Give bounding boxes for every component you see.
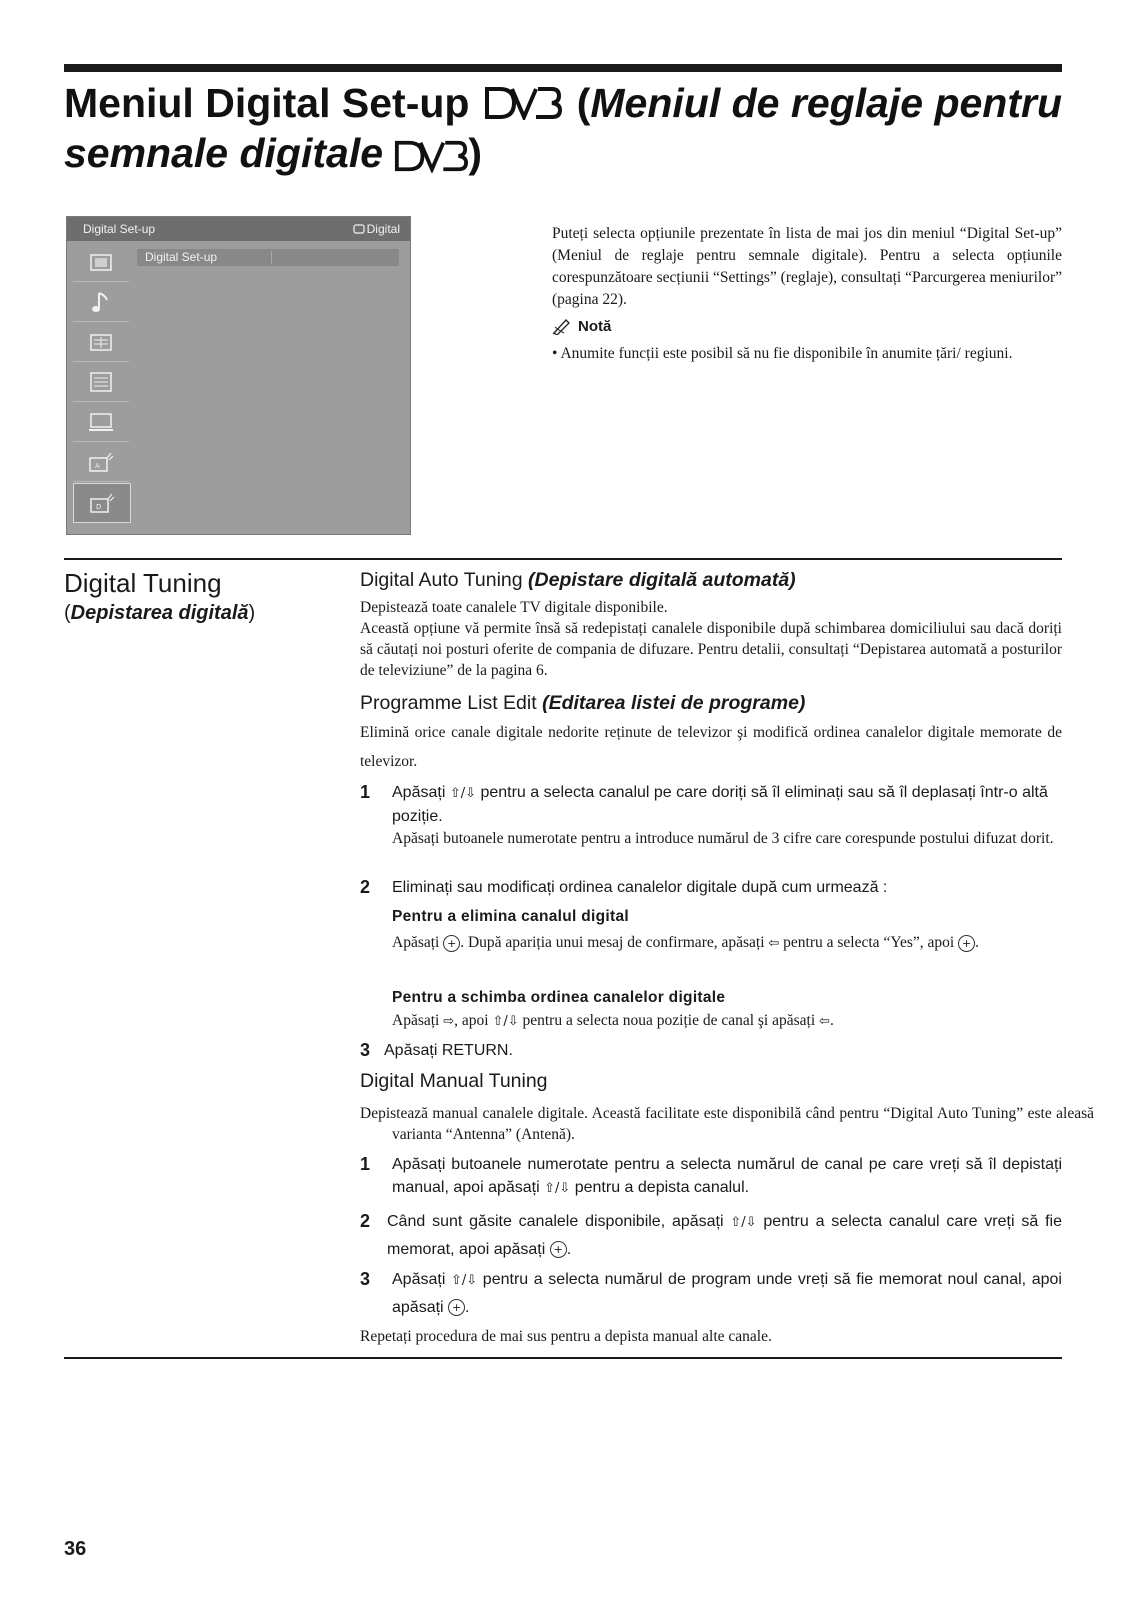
- tv-menu-title: Digital Set-up: [83, 222, 156, 236]
- s3-c: .: [465, 1299, 470, 1316]
- step-number: 3: [360, 1269, 371, 1289]
- list-edit-step-2: [360, 876, 1062, 899]
- sound-icon[interactable]: [73, 283, 129, 322]
- del-b: . După apariția unui mesaj de confirmare, apăsați: [460, 934, 765, 951]
- del-c: pentru a selecta “Yes”, apoi: [783, 934, 955, 951]
- tv-menu-header: [67, 217, 410, 241]
- section-heading: Digital Tuning: [64, 568, 222, 598]
- note-text: • Anumite funcții este posibil să nu fie disponibile în anumite țări/ regiuni.: [552, 345, 1013, 362]
- note-label: Notă: [578, 317, 612, 335]
- right-arrow-icon: ⇨: [443, 1014, 455, 1029]
- ord-a: Apăsați: [392, 1012, 440, 1029]
- ord-c: pentru a selecta noua poziție de canal şi apăsați: [522, 1012, 816, 1029]
- tv-menu-source: [353, 222, 400, 236]
- s2-a: Când sunt găsite canalele disponibile, apăsați: [387, 1213, 724, 1230]
- manual-tuning-heading: Digital Manual Tuning: [360, 1070, 548, 1092]
- top-rule: [64, 64, 1062, 72]
- ord-b: , apoi: [454, 1012, 489, 1029]
- s3-a: Apăsați: [392, 1271, 446, 1288]
- s1-b: pentru a depista canalul.: [574, 1179, 750, 1196]
- dvb-logo-icon: [484, 86, 562, 120]
- tv-source-icon: [353, 224, 365, 234]
- reorder-instructions: [392, 1011, 1062, 1032]
- list-edit-step1-note: Apăsați butoanele numerotate pentru a introduce numărul de 3 cifre care corespunde postului difuzat dorit.: [392, 830, 1054, 847]
- ok-button-icon: +: [443, 935, 460, 952]
- step-number: 3: [360, 1040, 371, 1060]
- sub-close: ): [248, 602, 256, 624]
- ord-d: .: [829, 1012, 834, 1029]
- s2-c: .: [566, 1241, 572, 1258]
- title-italic-2: semnale digitale: [64, 130, 384, 176]
- tv-source-label: Digital: [366, 222, 400, 236]
- ok-button-icon: +: [550, 1241, 567, 1258]
- step1-text-b: pentru a selecta canalul pe care doriți să îl eliminați sau să îl deplasați într-o altă poziție.: [392, 784, 1048, 825]
- s1-a: Apăsați butoanele numerotate pentru a selecta numărul de canal pe care vreți să îl depistați manual, apoi apăsați: [392, 1156, 1062, 1196]
- tv-menu-screenshot: [66, 216, 411, 535]
- note-heading: [552, 317, 611, 335]
- step-number: 2: [360, 877, 371, 897]
- section-subheading: [64, 602, 255, 625]
- bottom-rule: [64, 1357, 1062, 1359]
- up-down-arrow-icon: ⇧/⇩: [449, 786, 476, 801]
- tv-menu-icon-column: [69, 243, 131, 531]
- list-edit-title: Programme List Edit: [360, 692, 537, 714]
- tv-menu-selected-item[interactable]: [137, 249, 399, 266]
- auto-tuning-line1: Depistează toate canalele TV digitale disponibile.: [360, 599, 668, 616]
- title-open: (: [576, 80, 591, 126]
- list-edit-intro: Elimină orice canale digitale nedorite reținute de televizor şi modifică ordinea canalelor digitale memorate de televizor.: [360, 724, 1062, 770]
- list-edit-heading: [360, 692, 805, 715]
- step-number: 1: [360, 1154, 371, 1174]
- step3-text: Apăsați RETURN.: [384, 1042, 513, 1059]
- sub-italic: Depistarea digitală: [70, 602, 249, 624]
- del-a: Apăsați: [392, 934, 440, 951]
- up-down-arrow-icon: ⇧/⇩: [451, 1273, 478, 1288]
- step2-text: Eliminați sau modificați ordinea canalelor digitale după cum urmează :: [392, 879, 888, 896]
- sub-open: (: [64, 602, 71, 624]
- features-icon[interactable]: [73, 323, 129, 362]
- step-number: 2: [360, 1211, 371, 1231]
- svg-text:A: A: [95, 462, 100, 470]
- step-number: 1: [360, 782, 371, 802]
- list-edit-step-1: [360, 781, 1062, 828]
- title-close: ): [468, 130, 483, 176]
- analog-setup-icon[interactable]: [73, 443, 129, 482]
- delete-subheading: Pentru a elimina canalul digital: [392, 908, 629, 925]
- auto-tuning-title: Digital Auto Tuning: [360, 569, 523, 591]
- left-arrow-icon: ⇦: [768, 936, 780, 951]
- up-down-arrow-icon: ⇧/⇩: [730, 1215, 757, 1230]
- auto-tuning-line2: Această opțiune vă permite însă să redepistați canalele disponibile după schimbarea domiciliului sau dacă doriți să căutați noi posturi oferite de compania de difuzare. Pentru detalii, consultați “Depistarea automată a posturilor de televiziune” de la pagina 6.: [360, 620, 1062, 679]
- dvb-logo-icon: [394, 139, 468, 173]
- ok-button-icon: +: [448, 1299, 465, 1316]
- list-edit-title-italic: (Editarea listei de programe): [542, 692, 806, 714]
- up-down-arrow-icon: ⇧/⇩: [544, 1181, 571, 1196]
- section-rule: [64, 558, 1062, 560]
- s3-b: pentru a selecta numărul de program unde vreți să fie memorat noul canal, apoi apăsați: [392, 1271, 1062, 1316]
- manual-intro: Depistează manual canalele digitale. Această facilitate este disponibilă când pentru “Digital Auto Tuning” este aleasă varianta “Antenna” (Antenă).: [360, 1105, 1094, 1143]
- auto-tuning-heading: [360, 569, 796, 592]
- tv-menu-item-label: Digital Set-up: [145, 250, 218, 264]
- page-number: 36: [64, 1538, 87, 1560]
- left-arrow-icon: ⇦: [819, 1014, 830, 1029]
- title-italic-1: Meniul de reglaje pentru: [590, 80, 1062, 126]
- up-down-arrow-icon: ⇧/⇩: [492, 1014, 519, 1029]
- svg-text:D: D: [96, 503, 102, 511]
- auto-tuning-title-italic: (Depistare digitală automată): [528, 569, 796, 591]
- manual-footer-text: Repetați procedura de mai sus pentru a depista manual alte canale.: [360, 1328, 772, 1345]
- ok-button-icon: +: [958, 935, 975, 952]
- manual-step-1: [360, 1153, 1062, 1200]
- s2-b: pentru a selecta canalul care vreți să fie memorat, apoi apăsați: [387, 1213, 1062, 1258]
- step1-text-a: Apăsați: [392, 784, 446, 801]
- manual-step-3: [360, 1266, 1062, 1321]
- pencil-note-icon: [552, 317, 574, 335]
- reorder-subheading: Pentru a schimba ordinea canalelor digitale: [392, 989, 726, 1006]
- manual-step-2: [360, 1208, 1062, 1263]
- setup-icon[interactable]: [73, 363, 129, 402]
- page-title: [64, 78, 1062, 178]
- delete-instructions: [392, 929, 1062, 957]
- intro-paragraph: Puteți selecta opțiunile prezentate în lista de mai jos din meniul “Digital Set-up” (Meniul de reglaje pentru semnale digitale). Pentru a selecta opțiunile corespunzătoare secțiunii “Settings” (reglaje), consultați “Parcurgerea meniurilor” (pagina 22).: [552, 225, 1062, 308]
- list-edit-step-3: [360, 1039, 1062, 1062]
- del-d: .: [975, 934, 979, 951]
- picture-icon[interactable]: [73, 243, 129, 282]
- title-main: Meniul Digital Set-up: [64, 80, 470, 126]
- digital-setup-icon[interactable]: [73, 483, 131, 523]
- pc-icon[interactable]: [73, 403, 129, 442]
